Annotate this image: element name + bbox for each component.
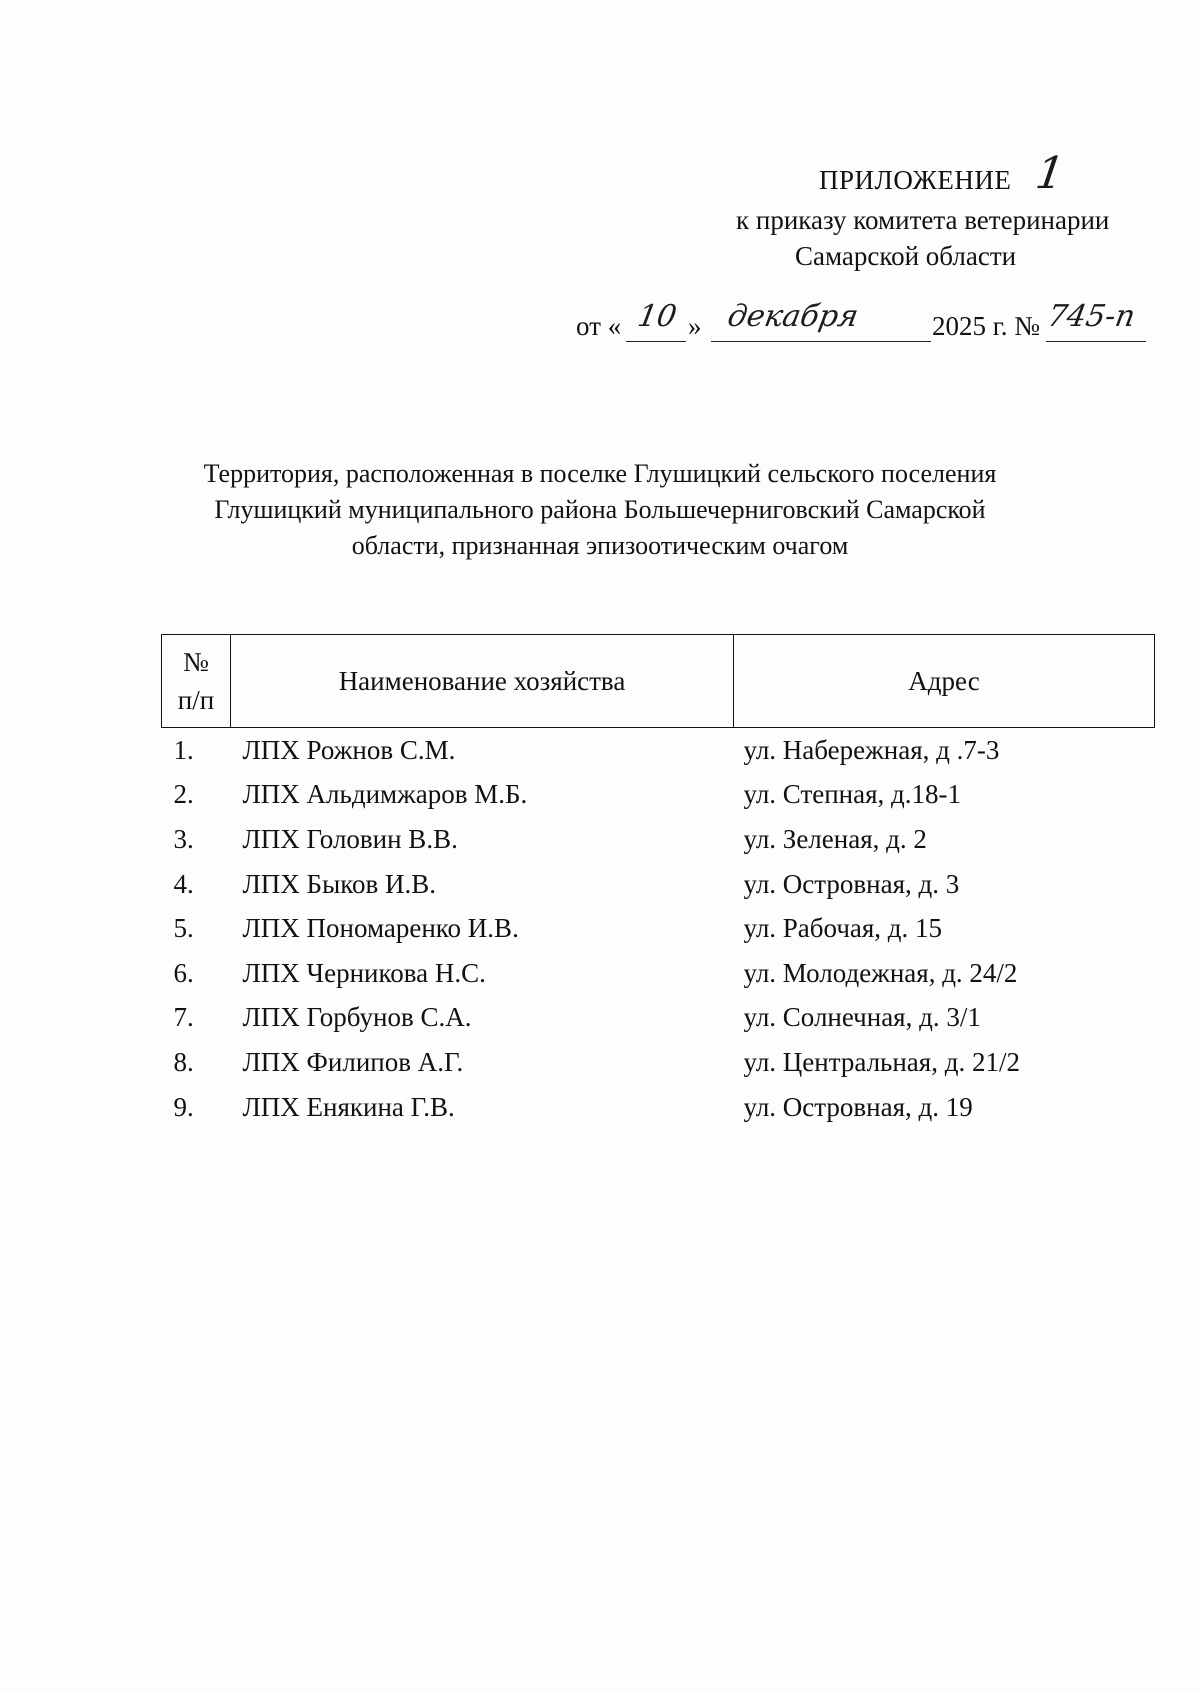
row-number: 1.: [173, 734, 194, 765]
order-day-close: »: [688, 311, 702, 341]
table-row: [162, 862, 1155, 907]
table-row: [162, 728, 1155, 773]
row-household-name: ЛПХ Филипов А.Г.: [242, 1046, 464, 1077]
order-day-handwritten: 10: [634, 299, 680, 334]
title-line-2: Глушицкий муниципального района Большечерниговский Самарской: [214, 495, 986, 524]
table-row: [162, 996, 1155, 1041]
table-row: [162, 1040, 1155, 1085]
order-month-handwritten: декабря: [724, 299, 862, 334]
row-address: ул. Молодежная, д. 24/2: [743, 957, 1018, 988]
row-number: 6.: [173, 957, 194, 988]
table-row: [162, 773, 1155, 818]
row-address: ул. Рабочая, д. 15: [743, 913, 943, 944]
order-number-handwritten: 745-п: [1044, 299, 1138, 334]
row-number: 9.: [173, 1091, 194, 1122]
header-household-name: Наименование хозяйства: [231, 635, 734, 728]
row-number: 7.: [173, 1002, 194, 1033]
header-address: Адрес: [734, 635, 1155, 728]
households-table-container: [161, 634, 1155, 1129]
row-address: ул. Набережная, д .7-3: [743, 734, 1000, 765]
row-number: 5.: [173, 913, 194, 944]
title-line-3: области, признанная эпизоотическим очагом: [351, 531, 849, 560]
households-table: [161, 634, 1155, 1129]
order-date-line: [576, 299, 1176, 351]
row-number: 4.: [173, 868, 194, 899]
row-household-name: ЛПХ Черникова Н.С.: [242, 957, 486, 988]
row-household-name: ЛПХ Енякина Г.В.: [242, 1091, 455, 1122]
header-number-abbr: п/п: [177, 685, 215, 715]
appendix-title: ПРИЛОЖЕНИЕ: [819, 165, 1012, 195]
appendix-region-line: Самарской области: [795, 241, 1017, 271]
table-row: [162, 951, 1155, 996]
order-prefix: от «: [576, 311, 622, 341]
order-year-text: 2025 г. №: [932, 311, 1041, 341]
header-number: [162, 635, 231, 728]
row-household-name: ЛПХ Пономаренко И.В.: [242, 913, 519, 944]
title-line-1: Территория, расположенная в поселке Глушицкий сельского поселения: [203, 459, 997, 488]
row-address: ул. Солнечная, д. 3/1: [743, 1002, 981, 1033]
row-address: ул. Островная, д. 19: [743, 1091, 973, 1122]
row-address: ул. Островная, д. 3: [743, 868, 960, 899]
table-row: [162, 817, 1155, 862]
table-row: [162, 1085, 1155, 1130]
table-header-row: [162, 635, 1155, 728]
row-household-name: ЛПХ Головин В.В.: [242, 823, 458, 854]
row-household-name: ЛПХ Быков И.В.: [242, 868, 436, 899]
table-row: [162, 906, 1155, 951]
row-number: 3.: [173, 823, 194, 854]
table-body: [162, 728, 1155, 1130]
appendix-number-handwritten: 1: [1032, 148, 1068, 199]
header-number-symbol: №: [183, 647, 209, 677]
row-number: 8.: [173, 1046, 194, 1077]
row-household-name: ЛПХ Альдимжаров М.Б.: [242, 779, 528, 810]
row-address: ул. Степная, д.18-1: [743, 779, 962, 810]
row-household-name: ЛПХ Горбунов С.А.: [242, 1002, 472, 1033]
row-address: ул. Зеленая, д. 2: [743, 823, 927, 854]
row-number: 2.: [173, 779, 194, 810]
row-household-name: ЛПХ Рожнов С.М.: [242, 734, 456, 765]
row-address: ул. Центральная, д. 21/2: [743, 1046, 1020, 1077]
appendix-reference-line: к приказу комитета ветеринарии: [736, 205, 1110, 235]
document-title: [160, 456, 1040, 564]
